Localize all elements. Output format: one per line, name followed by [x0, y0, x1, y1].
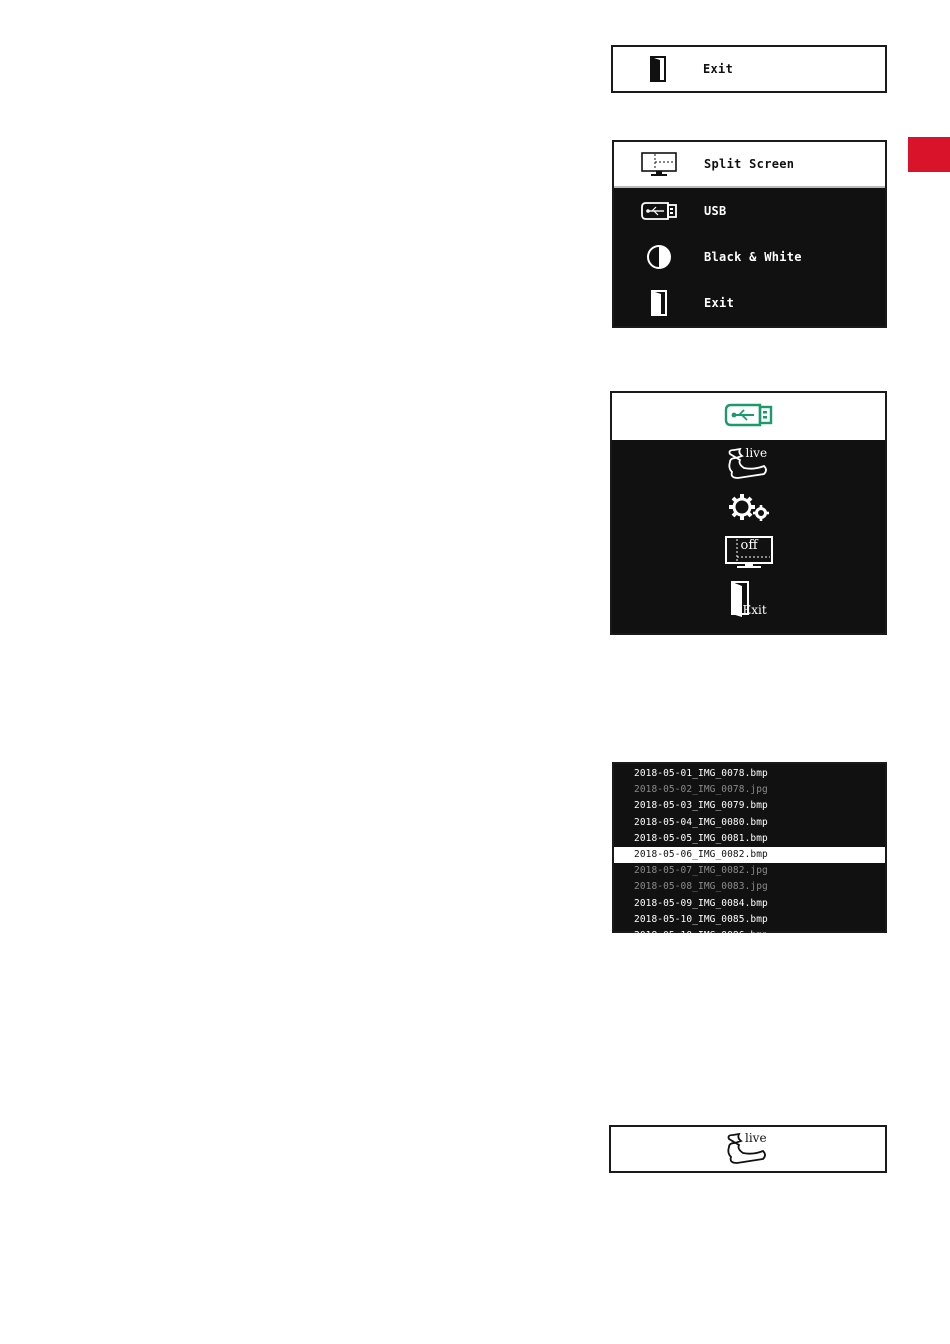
icon-item-live[interactable] [611, 1127, 885, 1171]
usb-icon [724, 402, 774, 432]
icon-item-settings[interactable] [612, 488, 885, 532]
menu-item-label: USB [704, 204, 727, 218]
menu-item-black-white[interactable] [614, 234, 885, 280]
live-icon [723, 1129, 773, 1169]
menu-item-label: Exit [703, 62, 734, 76]
live-icon [724, 444, 774, 484]
file-list-item[interactable]: 2018-05-08_IMG_0083.jpg [634, 881, 768, 893]
off-label: off [740, 538, 758, 553]
file-list-panel [612, 762, 887, 941]
menu-item-label: Black & White [704, 250, 802, 264]
gears-icon [727, 492, 771, 528]
menu-item-split-screen[interactable] [614, 142, 885, 188]
menu-item-exit[interactable] [613, 47, 885, 91]
icon-item-split-off[interactable] [612, 532, 885, 574]
contrast-icon [614, 244, 704, 270]
file-list-item[interactable]: 2018-05-01_IMG_0078.bmp [634, 768, 768, 779]
file-list-item[interactable]: 2018-05-06_IMG_0082.bmp [614, 847, 885, 863]
file-list-item[interactable]: 2018-05-07_IMG_0082.jpg [634, 865, 768, 877]
file-list [614, 766, 885, 944]
file-list-item[interactable]: 2018-05-02_IMG_0078.jpg [634, 784, 768, 796]
main-menu-panel [612, 140, 887, 328]
menu-item-label: Split Screen [704, 157, 795, 171]
file-list-item[interactable]: 2018-05-05_IMG_0081.bmp [634, 832, 768, 844]
monitor-split-icon [614, 151, 704, 177]
file-list-item[interactable]: 2018-05-03_IMG_0079.bmp [634, 800, 768, 812]
menu-item-exit[interactable] [614, 280, 885, 326]
file-list-item[interactable]: 2018-05-10_IMG_0086.bmp [634, 929, 768, 941]
icon-item-usb[interactable] [612, 393, 885, 440]
file-list-item[interactable]: 2018-05-04_IMG_0080.bmp [634, 816, 768, 828]
live-label: live [745, 1131, 767, 1145]
exit-label: Exit [742, 603, 767, 617]
exit-menu-panel [611, 45, 887, 93]
live-label: live [745, 446, 768, 460]
monitor-off-icon [724, 535, 774, 571]
door-icon [613, 55, 703, 83]
live-panel [609, 1125, 887, 1173]
door-icon [614, 289, 704, 317]
file-list-item[interactable]: 2018-05-10_IMG_0085.bmp [634, 913, 768, 925]
icon-menu-panel [610, 391, 887, 635]
file-list-item[interactable]: 2018-05-09_IMG_0084.bmp [634, 897, 768, 909]
section-tab [908, 137, 950, 172]
usb-icon [614, 200, 704, 222]
menu-item-label: Exit [704, 296, 735, 310]
door-exit-icon [724, 579, 774, 619]
menu-item-usb[interactable] [614, 188, 885, 234]
icon-item-exit[interactable] [612, 574, 885, 624]
icon-item-live[interactable] [612, 440, 885, 488]
